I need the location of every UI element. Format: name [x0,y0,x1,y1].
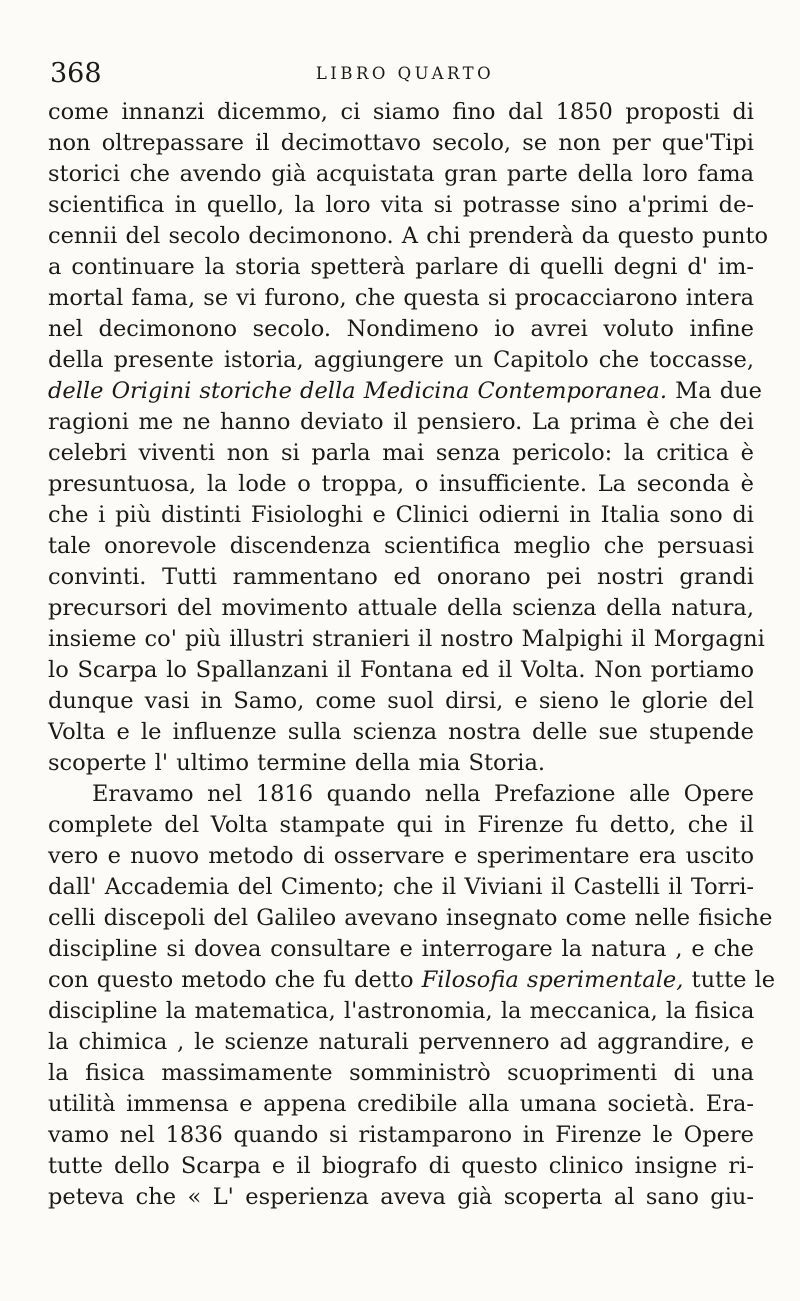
paragraph-start-line: Eravamo nel 1816 quando nella Prefazione alle Opere [92,781,754,807]
text-line: convinti. Tutti rammentano ed onorano pei nostri grandi [48,564,754,590]
text-line: complete del Volta stampate qui in Firenze fu detto, che il [48,812,754,838]
text-line: discipline si dovea consultare e interrogare la natura , e che [48,936,754,962]
text-line: non oltrepassare il decimottavo secolo, se non per que'Tipi [48,130,754,156]
text-line: della presente istoria, aggiungere un Capitolo che toccasse, [48,347,754,373]
text-line: dall' Accademia del Cimento; che il Viviani il Castelli il Torri- [48,874,754,900]
text-line: nel decimonono secolo. Nondimeno io avrei voluto infine [48,316,754,342]
text-line: utilità immensa e appena credibile alla umana società. Era- [48,1091,754,1117]
paragraph-end-line: scoperte l' ultimo termine della mia Storia. [48,750,546,776]
text-line: che i più distinti Fisiologhi e Clinici odierni in Italia sono di [48,502,754,528]
page-header [50,52,750,96]
text-line: come innanzi dicemmo, ci siamo fino dal 1850 proposti di [48,99,754,125]
text-line: cennii del secolo decimonono. A chi prenderà da questo punto [48,223,769,249]
text-line: dunque vasi in Samo, come suol dirsi, e sieno le glorie del [48,688,754,714]
text-line: storici che avendo già acquistata gran parte della loro fama [48,161,754,187]
text-line: celli discepoli del Galileo avevano insegnato come nelle fisiche [48,905,773,931]
text-line: insieme co' più illustri stranieri il nostro Malpighi il Morgagni [48,626,765,652]
italic-phrase: Filosofia sperimentale, [421,967,684,993]
text-line-with-italic: delle Origini storiche della Medicina Contemporanea. Ma due [48,378,762,404]
running-head: LIBRO QUARTO [315,64,495,83]
body-text [48,97,776,1213]
text-line: peteva che « L' esperienza aveva già scoperta al sano giu- [48,1184,754,1210]
page-number: 368 [50,58,102,89]
text-line: scientifica in quello, la loro vita si potrasse sino a'primi de- [48,192,754,218]
text-line: tale onorevole discendenza scientifica meglio che persuasi [48,533,754,559]
text-line: tutte dello Scarpa e il biografo di questo clinico insigne ri- [48,1153,754,1179]
italic-phrase: delle Origini storiche della Medicina Contemporanea. [48,378,667,404]
text-line: lo Scarpa lo Spallanzani il Fontana ed il Volta. Non portiamo [48,657,754,683]
text-line: ragioni me ne hanno deviato il pensiero. La prima è che dei [48,409,754,435]
text-line: la chimica , le scienze naturali pervennero ad aggrandire, e [48,1029,754,1055]
text-line: celebri viventi non si parla mai senza pericolo: la critica è [48,440,754,466]
text-line: vero e nuovo metodo di osservare e sperimentare era uscito [48,843,754,869]
text-line-with-italic: con questo metodo che fu detto Filosofia sperimentale, tutte le [48,967,776,993]
text-line: Volta e le influenze sulla scienza nostra delle sue stupende [48,719,754,745]
text-line: discipline la matematica, l'astronomia, la meccanica, la fisica [48,998,755,1024]
text-line: la fisica massimamente somministrò scuoprimenti di una [48,1060,754,1086]
text-line: precursori del movimento attuale della scienza della natura, [48,595,754,621]
text-line: vamo nel 1836 quando si ristamparono in Firenze le Opere [48,1122,754,1148]
text-line: a continuare la storia spetterà parlare di quelli degni d' im- [48,254,754,280]
text-line: mortal fama, se vi furono, che questa si procacciarono intera [48,285,754,311]
text-line: presuntuosa, la lode o troppa, o insufficiente. La seconda è [48,471,754,497]
